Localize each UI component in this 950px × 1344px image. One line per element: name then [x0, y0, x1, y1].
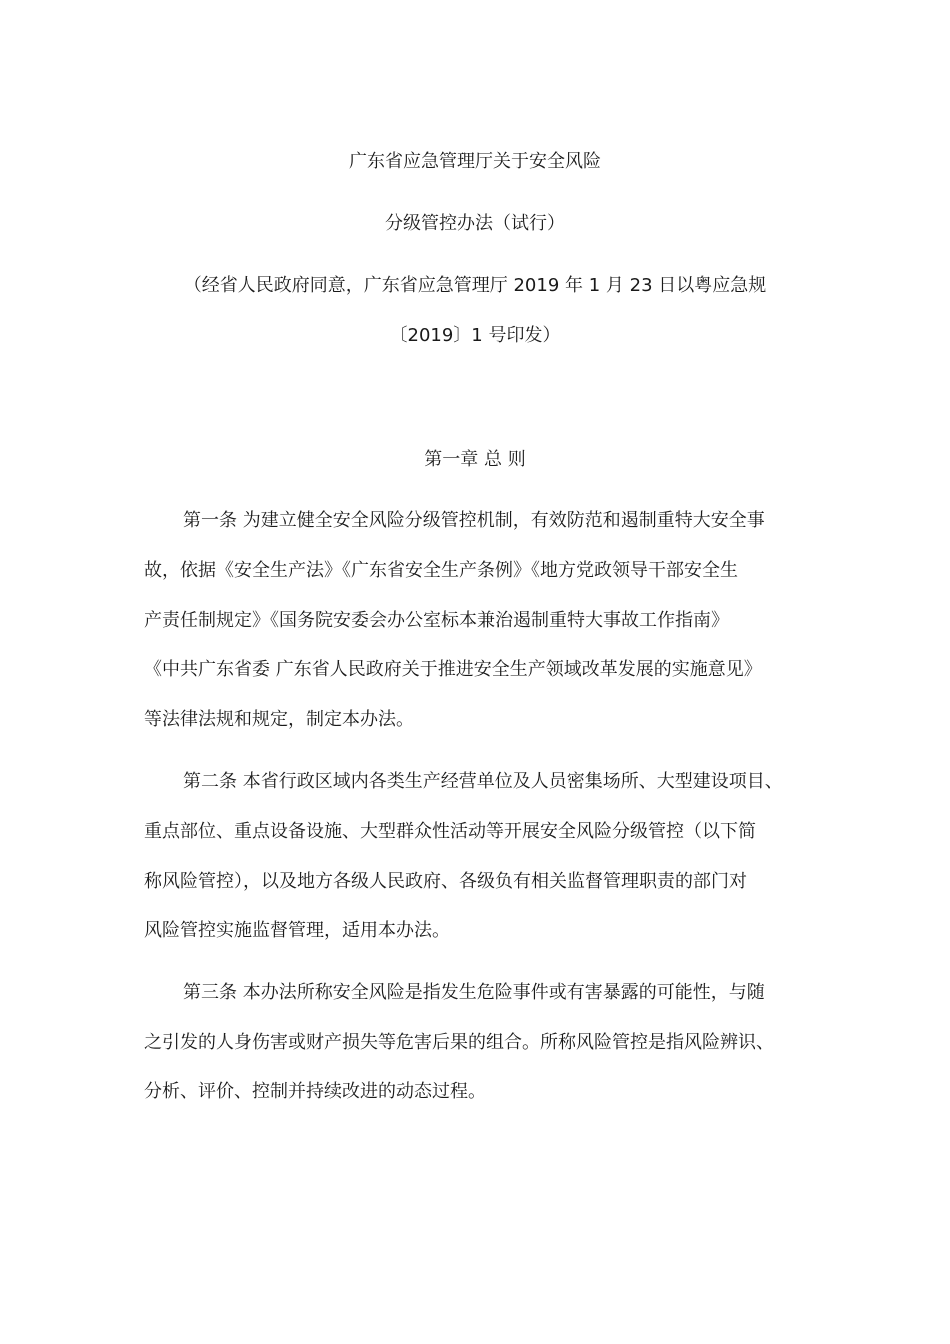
article-1-line: 等法律法规和规定，制定本办法。 — [144, 709, 414, 730]
article-3-line: 分析、评价、控制并持续改进的动态过程。 — [144, 1081, 486, 1102]
article-2-line: 风险管控实施监督管理，适用本办法。 — [144, 920, 450, 941]
article-2-line: 第二条 本省行政区域内各类生产经营单位及人员密集场所、大型建设项目、 — [183, 771, 783, 792]
document-title-line-1: 广东省应急管理厅关于安全风险 — [349, 151, 601, 172]
chapter-heading: 第一章 总 则 — [424, 449, 526, 470]
article-2-line: 重点部位、重点设备设施、大型群众性活动等开展安全风险分级管控（以下简 — [144, 821, 756, 842]
article-3-line: 之引发的人身伤害或财产损失等危害后果的组合。所称风险管控是指风险辨识、 — [144, 1032, 774, 1053]
article-1-line: 产责任制规定》《国务院安委会办公室标本兼治遏制重特大事故工作指南》 — [144, 610, 729, 631]
article-3-line: 第三条 本办法所称安全风险是指发生危险事件或有害暴露的可能性，与随 — [183, 982, 765, 1003]
article-2-line: 称风险管控），以及地方各级人民政府、各级负有相关监督管理职责的部门对 — [144, 871, 747, 892]
article-1-line: 《中共广东省委 广东省人民政府关于推进安全生产领域改革发展的实施意见》 — [144, 659, 762, 680]
document-subtitle-line-1: （经省人民政府同意，广东省应急管理厅 2019 年 1 月 23 日以粤应急规 — [183, 275, 767, 296]
article-1-line: 故，依据《安全生产法》《广东省安全生产条例》《地方党政领导干部安全生 — [144, 560, 738, 581]
document-subtitle-line-2: 〔2019〕1 号印发） — [389, 325, 561, 346]
article-1-line: 第一条 为建立健全安全风险分级管控机制，有效防范和遏制重特大安全事 — [183, 510, 765, 531]
document-title-line-2: 分级管控办法（试行） — [385, 213, 565, 234]
